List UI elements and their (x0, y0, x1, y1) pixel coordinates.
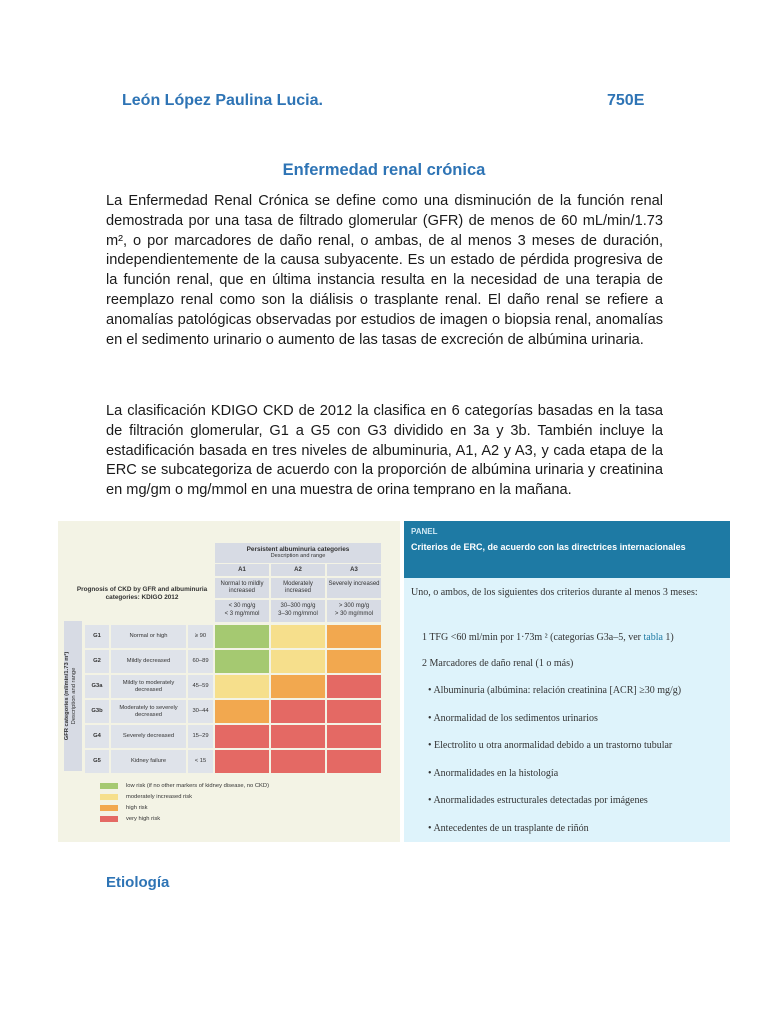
gfr-desc-g1: Normal or high (111, 625, 186, 648)
legend-item-y (100, 794, 192, 800)
range-mg-mmol: < 3 mg/mmol (224, 610, 260, 617)
risk-cell-g5-a2 (271, 750, 325, 773)
panel-bullet: • Electrolito u otra anormalidad debido a un trastorno tubular (428, 740, 673, 751)
student-code: 750E (607, 92, 645, 109)
legend-item-o (100, 805, 148, 811)
panel-title: Criterios de ERC, de acuerdo con las directrices internacionales (411, 542, 686, 552)
gfr-axis (64, 621, 82, 771)
legend-label: low risk (if no other markers of kidney disease, no CKD) (126, 783, 270, 789)
gfr-code-g4: G4 (85, 725, 109, 748)
range-mg-mmol: 3–30 mg/mmol (278, 610, 318, 617)
risk-cell-g3a-a3 (327, 675, 381, 698)
albuminuria-range-a2 (271, 600, 325, 622)
prognosis-title: Prognosis of CKD by GFR and albuminuria categories: KDIGO 2012 (76, 586, 208, 601)
author-name: León López Paulina Lucia. (122, 92, 323, 109)
gfr-desc-g3b: Moderately to severely decreased (111, 700, 186, 723)
range-mg-g: 30–300 mg/g (280, 603, 316, 609)
risk-cell-g4-a2 (271, 725, 325, 748)
albuminuria-desc-a2: Moderately increased (271, 578, 325, 598)
panel-header (404, 521, 730, 578)
range-mg-g: > 300 mg/g (338, 603, 370, 609)
gfr-desc-g2: Mildly decreased (111, 650, 186, 673)
gfr-desc-g5: Kidney failure (111, 750, 186, 773)
albuminuria-desc-a1: Normal to mildly increased (215, 578, 269, 598)
panel-item-1 (422, 631, 722, 645)
panel-bullet: • Anormalidades en la histología (428, 767, 559, 779)
risk-cell-g3a-a2 (271, 675, 325, 698)
panel-intro: Uno, o ambos, de los siguientes dos criterios durante al menos 3 meses: (411, 587, 698, 598)
persistent-sub: Description and range (270, 553, 326, 559)
table-link[interactable]: tabla (643, 632, 663, 643)
risk-cell-g2-a2 (271, 650, 325, 673)
panel-item-2: 2 Marcadores de daño renal (1 o más) (422, 658, 574, 669)
panel-bullet: • Antecedentes de un trasplante de riñón (428, 822, 589, 834)
gfr-range-g3a: 45–59 (188, 675, 213, 698)
risk-cell-g5-a3 (327, 750, 381, 773)
gfr-code-g5: G5 (85, 750, 109, 773)
albuminuria-range-a1 (215, 600, 269, 622)
risk-cell-g4-a3 (327, 725, 381, 748)
paragraph-definition: La Enfermedad Renal Crónica se define como una disminución de la función renal demostrada por una tasa de filtrado glomerular (GFR) de menos de 60 mL/min/1.73 m², o por marcadores de daño renal, o ambas, de al menos 3 meses de duración, independientemente de la causa subyacente. Es un estado de pérdida progresiva de la función renal, que en última instancia resulta en la necesidad de una terapia de reemplazo renal como son la diálisis o trasplante renal. El daño renal se refiere a anomalías patológicas observadas por estudios de imagen o biopsia renal, anomalías en el sedimento urinario o aumento de las tasas de excreción de albúmina urinaria. (106, 193, 663, 348)
panel-bullet: • Albuminuria (albúmina: relación creatinina [ACR] ≥30 mg/g) (428, 685, 682, 696)
paragraph-classification: La clasificación KDIGO CKD de 2012 la clasifica en 6 categorías basadas en la tasa de filtración glomerular, G1 a G5 con G3 dividido en 3a y 3b. También incluye la estadificación basada en tres niveles de albuminuria, A1, A2 y A3, y cada etapa de la ERC se subcategoriza de acuerdo con la proporción de albúmina urinaria y creatinina en mg/gm o mg/mmol en una muestra de orina temprano en la mañana. (106, 403, 663, 499)
panel-label: PANEL (411, 527, 438, 536)
panel-bullet: • Anormalidad de los sedimentos urinarios (428, 712, 598, 724)
gfr-axis-sub: Description and range (71, 667, 77, 725)
gfr-code-g2: G2 (85, 650, 109, 673)
gfr-range-g4: 15–29 (188, 725, 213, 748)
gfr-desc-g3a: Mildly to moderately decreased (111, 675, 186, 698)
panel-item-1-end: 1) (662, 632, 674, 643)
legend-item-g (100, 783, 269, 789)
gfr-code-g3b: G3b (85, 700, 109, 723)
gfr-range-g5: < 15 (188, 750, 213, 773)
gfr-range-g2: 60–89 (188, 650, 213, 673)
gfr-code-g3a: G3a (85, 675, 109, 698)
range-mg-mmol: > 30 mg/mmol (334, 610, 374, 617)
persistent-albuminuria-header (215, 543, 381, 563)
legend-item-r (100, 816, 160, 822)
legend-label: moderately increased risk (126, 794, 193, 800)
risk-cell-g3a-a1 (215, 675, 269, 698)
albuminuria-code-a2: A2 (271, 564, 325, 576)
erc-criteria-panel (404, 521, 730, 842)
risk-cell-g2-a1 (215, 650, 269, 673)
risk-cell-g4-a1 (215, 725, 269, 748)
legend-swatch (100, 805, 118, 811)
panel-bullet: • Anormalidades estructurales detectadas por imágenes (428, 795, 648, 806)
section-heading-etiologia: Etiología (106, 874, 170, 891)
risk-cell-g1-a1 (215, 625, 269, 648)
risk-cell-g1-a3 (327, 625, 381, 648)
risk-cell-g3b-a1 (215, 700, 269, 723)
persistent-title: Persistent albuminuria categories (246, 546, 350, 553)
risk-cell-g3b-a2 (271, 700, 325, 723)
legend-swatch (100, 783, 118, 789)
panel-item-1-text: 1 TFG <60 ml/min por 1·73m ² (categorías G3a–5, ver (422, 632, 644, 643)
risk-cell-g2-a3 (327, 650, 381, 673)
gfr-range-g3b: 30–44 (188, 700, 213, 723)
legend-swatch (100, 816, 118, 822)
document-title: Enfermedad renal crónica (282, 161, 486, 179)
legend-label: high risk (126, 805, 148, 811)
gfr-range-g1: ≥ 90 (188, 625, 213, 648)
albuminuria-range-a3 (327, 600, 381, 622)
risk-cell-g3b-a3 (327, 700, 381, 723)
albuminuria-code-a3: A3 (327, 564, 381, 576)
risk-cell-g1-a2 (271, 625, 325, 648)
albuminuria-code-a1: A1 (215, 564, 269, 576)
range-mg-g: < 30 mg/g (228, 603, 256, 609)
albuminuria-desc-a3: Severely increased (327, 578, 381, 598)
risk-cell-g5-a1 (215, 750, 269, 773)
gfr-axis-label: GFR categories (ml/min/1.73 m²) (64, 651, 70, 741)
kdigo-prognosis-figure (58, 521, 400, 842)
gfr-code-g1: G1 (85, 625, 109, 648)
legend-label: very high risk (126, 816, 161, 822)
gfr-desc-g4: Severely decreased (111, 725, 186, 748)
legend-swatch (100, 794, 118, 800)
